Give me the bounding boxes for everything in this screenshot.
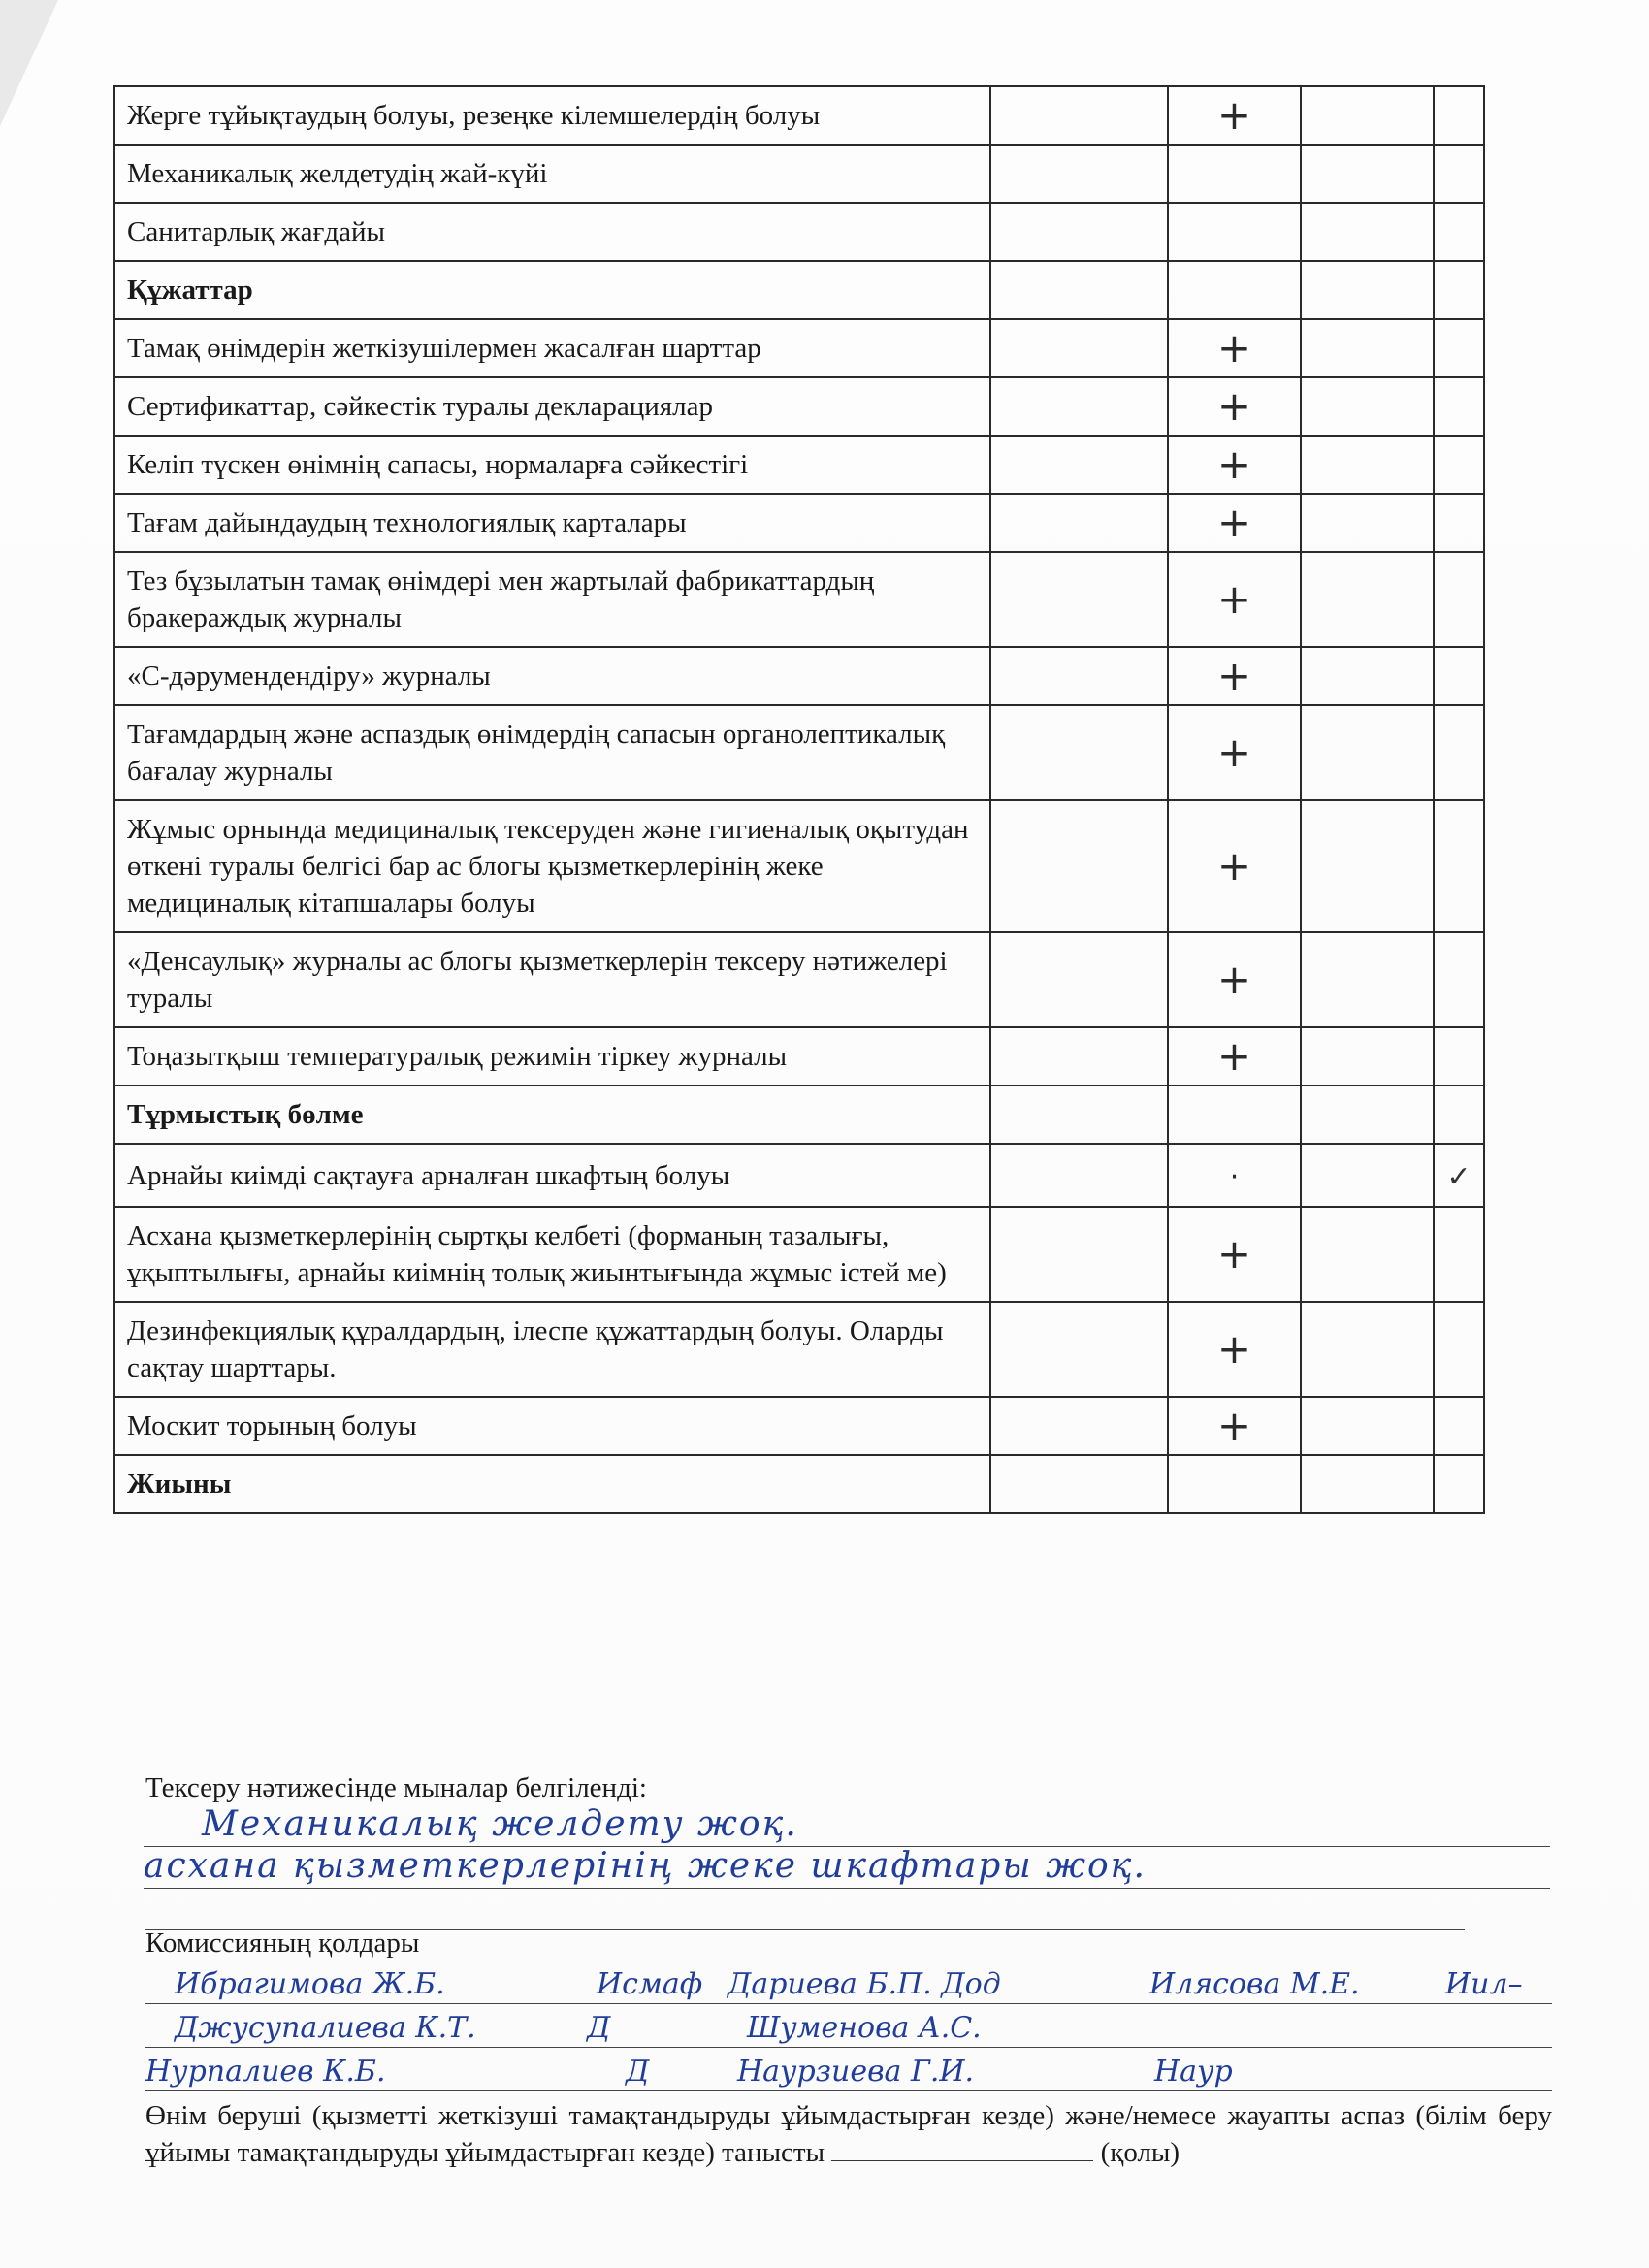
handwritten-plus-mark: + [1216,91,1252,139]
checklist-row [114,203,1484,261]
empty-cell [1301,1455,1434,1513]
empty-cell [1301,1207,1434,1302]
empty-cell [990,203,1168,261]
criterion-label: Асхана қызметкерлерінің сыртқы келбеті (форманың тазалығы, ұқыптылығы, арнайы киімнің толық жиынтығында жұмыс істей ме) [114,1207,990,1302]
empty-cell [990,86,1168,145]
signature-name: Нурпалиев К.Б. [146,2055,386,2089]
criterion-label: Сертификаттар, сәйкестік туралы декларациялар [114,377,990,436]
criterion-label: Тоңазытқыш температуралық режимін тіркеу журналы [114,1027,990,1085]
handwritten-plus-mark: + [1216,652,1252,699]
check-mark-icon: ✓ [1446,1160,1471,1194]
handwritten-plus-mark: + [1216,1032,1252,1080]
checklist-row [114,86,1484,145]
checklist-row [114,377,1484,436]
handwritten-plus-mark: + [1216,729,1252,776]
mark-cell [1168,705,1301,800]
section-row [114,1085,1484,1144]
inspection-notes [146,1770,1552,1930]
handwritten-plus-mark: + [1216,575,1252,623]
empty-cell [1301,800,1434,932]
mark-cell [1434,377,1484,436]
empty-cell [1301,1144,1434,1207]
criterion-label: Тамақ өнімдерін жеткізушілермен жасалған шарттар [114,319,990,377]
mark-cell [1434,319,1484,377]
empty-cell [1301,705,1434,800]
empty-cell [990,1144,1168,1207]
empty-cell [990,261,1168,319]
empty-cell [1301,261,1434,319]
checklist-row [114,1144,1484,1207]
signature-name: Ибрагимова Ж.Б. [175,1967,445,2001]
empty-cell [990,145,1168,203]
checklist-row [114,145,1484,203]
empty-cell [1301,1397,1434,1455]
empty-cell [1168,1455,1301,1513]
section-title: Жиыны [114,1455,990,1513]
mark-cell [1434,1397,1484,1455]
signature-name: Дариева Б.П. Дод [728,1967,1001,2001]
mark-cell [1168,203,1301,261]
empty-cell [1301,1085,1434,1144]
signature-row-2 [146,2004,1552,2048]
commission-title: Комиссияның қолдары [146,1928,420,1959]
mark-cell [1434,932,1484,1027]
mark-cell [1168,145,1301,203]
mark-cell [1434,86,1484,145]
mark-cell [1168,552,1301,647]
empty-cell [990,1085,1168,1144]
criterion-label: Келіп түскен өнімнің сапасы, нормаларға сәйкестігі [114,436,990,494]
empty-cell [1301,552,1434,647]
mark-cell [1434,1027,1484,1085]
mark-cell [1434,436,1484,494]
signature-mark: Наур [1154,2055,1233,2089]
empty-cell [990,494,1168,552]
note-line-2-text: асхана қызметкерлерінің жеке шкафтары жоқ. [144,1847,1147,1886]
criterion-label: Тағамдардың және аспаздық өнімдердің сапасын органолептикалық бағалау журналы [114,705,990,800]
criterion-label: Арнайы киімді сақтауға арналған шкафтың болуы [114,1144,990,1207]
empty-cell [1301,494,1434,552]
empty-cell [1301,86,1434,145]
criterion-label: Жұмыс орнында медициналық тексеруден және гигиеналық оқытудан өткені туралы белгісі бар ас блогы қызметкерлерінің жеке медициналық кітапшалары болуы [114,800,990,932]
blank-note-line [146,1889,1465,1930]
handwritten-plus-mark: + [1216,324,1252,372]
criterion-label: «С-дәрумендендіру» журналы [114,647,990,705]
signature-label: (қолы) [1100,2137,1180,2168]
signature-name: Илясова М.Е. [1149,1967,1360,2001]
empty-cell [1168,1085,1301,1144]
handwritten-plus-mark: + [1216,1402,1252,1449]
folded-corner [0,0,58,126]
mark-cell [1434,145,1484,203]
checklist-row [114,705,1484,800]
signature-mark: Исмаф [597,1967,703,2001]
empty-cell [1434,1455,1484,1513]
empty-cell [990,377,1168,436]
mark-cell [1168,494,1301,552]
section-row [114,261,1484,319]
empty-cell [990,800,1168,932]
commission-signatures [146,1926,1552,2091]
mark-cell [1168,1302,1301,1397]
mark-cell [1168,800,1301,932]
checklist-row [114,647,1484,705]
acknowledgement-text: Өнім беруші (қызметті жеткізуші тамақтандыруды ұйымдастырған кезде) және/немесе жауапты аспаз (білім беру ұйымы тамақтандыруды ұйымдастырған кезде) танысты [146,2100,1552,2168]
mark-cell [1168,436,1301,494]
empty-cell [1301,932,1434,1027]
mark-cell [1168,647,1301,705]
checklist-row [114,1397,1484,1455]
mark-cell [1434,552,1484,647]
handwritten-plus-mark: + [1216,956,1252,1003]
handwritten-plus-mark: + [1216,1230,1252,1278]
handwritten-note-line-1 [144,1805,1550,1847]
checklist-row [114,552,1484,647]
empty-cell [1301,145,1434,203]
mark-cell [1434,800,1484,932]
signature-name: Джусупалиева К.Т. [175,2011,476,2045]
mark-cell [1434,1144,1484,1207]
checklist-row [114,1027,1484,1085]
mark-cell [1168,319,1301,377]
mark-cell [1168,1144,1301,1207]
criterion-label: Дезинфекциялық құралдардың, ілеспе құжаттардың болуы. Оларды сақтау шарттары. [114,1302,990,1397]
empty-cell [990,436,1168,494]
criterion-label: Жерге тұйықтаудың болуы, резеңке кілемшелердің болуы [114,86,990,145]
handwritten-plus-mark: · [1229,1160,1240,1194]
empty-cell [990,1397,1168,1455]
empty-cell [990,705,1168,800]
mark-cell [1168,1207,1301,1302]
empty-cell [1301,436,1434,494]
handwritten-plus-mark: + [1216,440,1252,488]
criterion-label: Санитарлық жағдайы [114,203,990,261]
signature-mark: Д [626,2055,650,2089]
empty-cell [990,1207,1168,1302]
handwritten-plus-mark: + [1216,1325,1252,1373]
checklist-row [114,1302,1484,1397]
mark-cell [1434,494,1484,552]
empty-cell [1301,647,1434,705]
mark-cell [1168,1397,1301,1455]
checklist-row [114,932,1484,1027]
criterion-label: Механикалық желдетудің жай-күйі [114,145,990,203]
handwritten-plus-mark: + [1216,842,1252,890]
signature-row-1 [146,1960,1552,2004]
checklist-row [114,800,1484,932]
acknowledgement-paragraph [146,2097,1552,2171]
criterion-label: Тез бұзылатын тамақ өнімдері мен жартылай фабрикаттардың бракераждық журналы [114,552,990,647]
note-line-1-text: Механикалық желдету жоқ. [202,1805,798,1844]
handwritten-note-line-2 [144,1847,1550,1889]
notes-title: Тексеру нәтижесінде мыналар белгіленді: [146,1772,647,1803]
empty-cell [1301,203,1434,261]
criterion-label: Москит торының болуы [114,1397,990,1455]
empty-cell [990,932,1168,1027]
inspection-checklist-table [113,85,1485,1514]
mark-cell [1434,647,1484,705]
empty-cell [1301,377,1434,436]
mark-cell [1434,203,1484,261]
mark-cell [1168,377,1301,436]
signature-mark: Иил– [1445,1967,1523,2001]
empty-cell [1301,1027,1434,1085]
section-row [114,1455,1484,1513]
signature-name: Наурзиева Г.И. [737,2055,975,2089]
signature-blank [831,2135,1093,2161]
mark-cell [1434,705,1484,800]
signature-row-3 [146,2048,1552,2091]
empty-cell [990,319,1168,377]
empty-cell [1301,1302,1434,1397]
mark-cell [1168,932,1301,1027]
empty-cell [1301,319,1434,377]
criterion-label: Тағам дайындаудың технологиялық карталары [114,494,990,552]
checklist-row [114,494,1484,552]
signature-mark: Д [587,2011,611,2045]
checklist-row [114,436,1484,494]
empty-cell [990,1027,1168,1085]
empty-cell [990,552,1168,647]
section-title: Тұрмыстық бөлме [114,1085,990,1144]
mark-cell [1168,86,1301,145]
mark-cell [1434,1207,1484,1302]
criterion-label: «Денсаулық» журналы ас блогы қызметкерлерін тексеру нәтижелері туралы [114,932,990,1027]
empty-cell [990,1302,1168,1397]
section-title: Құжаттар [114,261,990,319]
handwritten-plus-mark: + [1216,382,1252,430]
mark-cell [1434,1302,1484,1397]
empty-cell [1168,261,1301,319]
empty-cell [1434,261,1484,319]
checklist-row [114,319,1484,377]
signature-name: Шуменова А.С. [747,2011,982,2045]
empty-cell [990,1455,1168,1513]
empty-cell [990,647,1168,705]
empty-cell [1434,1085,1484,1144]
checklist-row [114,1207,1484,1302]
mark-cell [1168,1027,1301,1085]
handwritten-plus-mark: + [1216,499,1252,546]
